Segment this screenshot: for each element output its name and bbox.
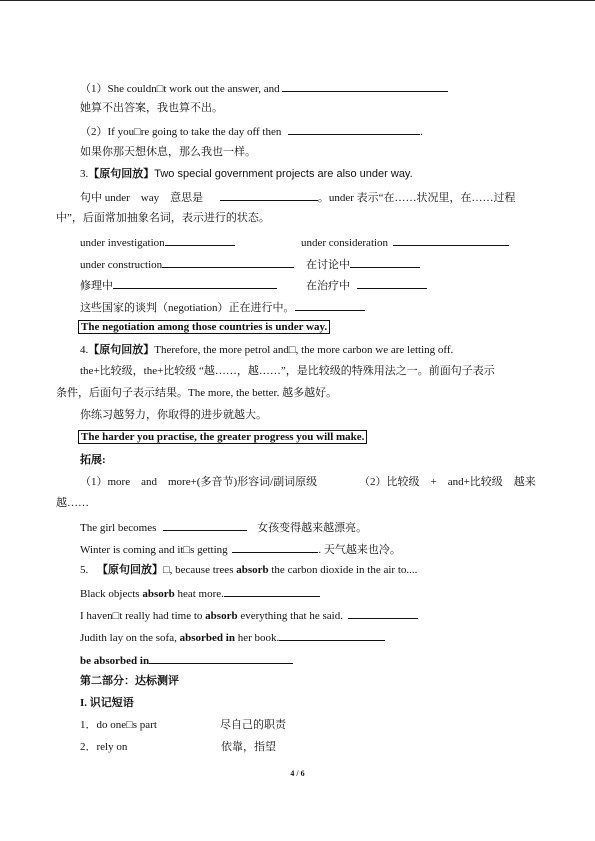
answer-blank[interactable] bbox=[295, 299, 365, 311]
phrase-text: under investigation bbox=[80, 237, 165, 249]
example-sentence bbox=[80, 519, 367, 536]
exercise-line-1 bbox=[80, 80, 448, 97]
example-sentence bbox=[80, 541, 401, 558]
phrase-item bbox=[80, 234, 235, 251]
example-text: Winter is coming and it□s getting bbox=[80, 544, 228, 556]
phrase-item bbox=[80, 277, 277, 294]
answer-blank[interactable] bbox=[224, 585, 320, 597]
original-sentence-tag: 【原句回放】 bbox=[97, 564, 163, 576]
sentence-part: the carbon dioxide in the air to.... bbox=[268, 564, 418, 576]
answer-blank[interactable] bbox=[149, 652, 293, 664]
phrase-item bbox=[306, 277, 427, 294]
keyword: absorb bbox=[142, 588, 175, 600]
section-5-heading bbox=[80, 563, 417, 578]
extension-item: （2）比较级 + and+比较级 越来 bbox=[359, 476, 536, 488]
subsection-title: I. 识记短语 bbox=[80, 697, 134, 709]
translation-task bbox=[80, 299, 365, 316]
answer-blank[interactable] bbox=[357, 277, 427, 289]
sentence-part: everything that he said. bbox=[237, 610, 343, 622]
phrase-text: 在治疗中 bbox=[306, 280, 350, 292]
keyword: absorb bbox=[236, 564, 269, 576]
answer-line bbox=[78, 430, 367, 445]
answer-blank[interactable] bbox=[282, 80, 448, 92]
example-sentence bbox=[80, 652, 293, 669]
phrase-row-1 bbox=[80, 718, 157, 733]
phrase-row-2 bbox=[80, 740, 127, 755]
translation-1: 她算不出答案，我也算不出。 bbox=[80, 102, 223, 114]
original-sentence-tag: 【原句回放】 bbox=[88, 344, 155, 356]
section-3-heading bbox=[80, 167, 413, 182]
keyword: be absorbed in bbox=[80, 655, 150, 667]
answer-blank[interactable] bbox=[232, 541, 318, 553]
example-text: The girl becomes bbox=[80, 522, 157, 534]
answer-blank[interactable] bbox=[279, 629, 385, 641]
original-sentence: Therefore, the more petrol and□, the more carbon we are letting off. bbox=[154, 344, 454, 356]
translation-task: 你练习越努力，你取得的进步就越大。 bbox=[80, 409, 267, 421]
page-number: 4 / 6 bbox=[290, 769, 305, 778]
sentence-part: her book. bbox=[234, 632, 280, 644]
answer-blank[interactable] bbox=[163, 519, 247, 531]
answer-blank[interactable] bbox=[393, 234, 509, 246]
item-number: 5. bbox=[80, 564, 89, 576]
punctuation: . bbox=[420, 126, 423, 138]
example-sentence bbox=[80, 629, 385, 646]
answer-line bbox=[78, 320, 330, 335]
explanation-line: the+比较级，the+比较级 “越……，越……”，是比较级的特殊用法之一。前面句子表示 bbox=[80, 365, 495, 377]
question-line bbox=[80, 189, 516, 206]
answer-blank[interactable] bbox=[162, 256, 294, 268]
phrase-item bbox=[306, 256, 420, 273]
question-line-cont: 中”，后面常加抽象名词，表示进行的状态。 bbox=[56, 212, 270, 224]
phrase-en: rely on bbox=[96, 741, 128, 753]
phrase-text: under consideration bbox=[301, 237, 389, 249]
original-sentence: Two special government projects are also under way. bbox=[154, 168, 413, 180]
question-text: 。under 表示“在……状况里，在……过程 bbox=[317, 192, 516, 204]
extension-item: （1）more and more+(多音节)形容词/副词原级 bbox=[80, 476, 318, 488]
question-text: 句中 under way 意思是 bbox=[80, 192, 204, 204]
answer-blank[interactable] bbox=[288, 123, 420, 135]
keyword: absorb bbox=[205, 610, 238, 622]
exercise-line-2 bbox=[80, 123, 423, 140]
sentence-part: Black objects bbox=[80, 588, 143, 600]
sentence-part: heat more. bbox=[174, 588, 224, 600]
section-4-heading bbox=[80, 343, 453, 358]
phrase-en: do one□s part bbox=[96, 719, 157, 731]
translation-2: 如果你那天想休息，那么我也一样。 bbox=[80, 146, 256, 158]
answer-blank[interactable] bbox=[348, 607, 418, 619]
example-translation: . 天气越来也冷。 bbox=[318, 544, 401, 556]
item-number: 1． bbox=[80, 719, 97, 731]
page-top-border bbox=[0, 0, 595, 1]
original-sentence-tag: 【原句回放】 bbox=[88, 168, 155, 180]
boxed-answer: The harder you practise, the greater progress you will make. bbox=[78, 430, 367, 444]
keyword: absorbed in bbox=[179, 632, 235, 644]
answer-blank[interactable] bbox=[113, 277, 277, 289]
phrase-item bbox=[80, 256, 294, 273]
phrase-text: 修理中 bbox=[80, 280, 113, 292]
sentence-part: Judith lay on the sofa, bbox=[80, 632, 180, 644]
exercise-text: （1）She couldn□t work out the answer, and bbox=[80, 83, 280, 95]
phrase-cn: 尽自己的职责 bbox=[220, 719, 286, 731]
boxed-answer: The negotiation among those countries is under way. bbox=[78, 320, 330, 334]
extension-item-cont: 越…… bbox=[56, 497, 89, 509]
example-sentence bbox=[80, 607, 418, 624]
sentence-part: I haven□t really had time to bbox=[80, 610, 206, 622]
part-title: 第二部分：达标测评 bbox=[80, 675, 179, 687]
item-number: 3. bbox=[80, 168, 89, 180]
example-translation: 女孩变得越来越漂亮。 bbox=[257, 522, 368, 534]
answer-blank[interactable] bbox=[350, 256, 420, 268]
task-text: 这些国家的谈判（negotiation）正在进行中。 bbox=[80, 302, 295, 314]
answer-blank[interactable] bbox=[165, 234, 235, 246]
phrase-cn: 依靠，指望 bbox=[221, 741, 276, 753]
phrase-item bbox=[301, 234, 509, 251]
answer-blank[interactable] bbox=[220, 189, 318, 201]
example-sentence bbox=[80, 585, 320, 602]
phrase-text: under construction bbox=[80, 259, 163, 271]
item-number: 2． bbox=[80, 741, 97, 753]
sentence-part: □, because trees bbox=[163, 564, 237, 576]
extension-heading: 拓展: bbox=[80, 454, 106, 466]
exercise-text: （2）If you□re going to take the day off then bbox=[80, 126, 282, 138]
item-number: 4. bbox=[80, 344, 89, 356]
explanation-line: 条件，后面句子表示结果。The more, the better. 越多越好。 bbox=[56, 387, 338, 399]
phrase-text: 在讨论中 bbox=[306, 259, 350, 271]
